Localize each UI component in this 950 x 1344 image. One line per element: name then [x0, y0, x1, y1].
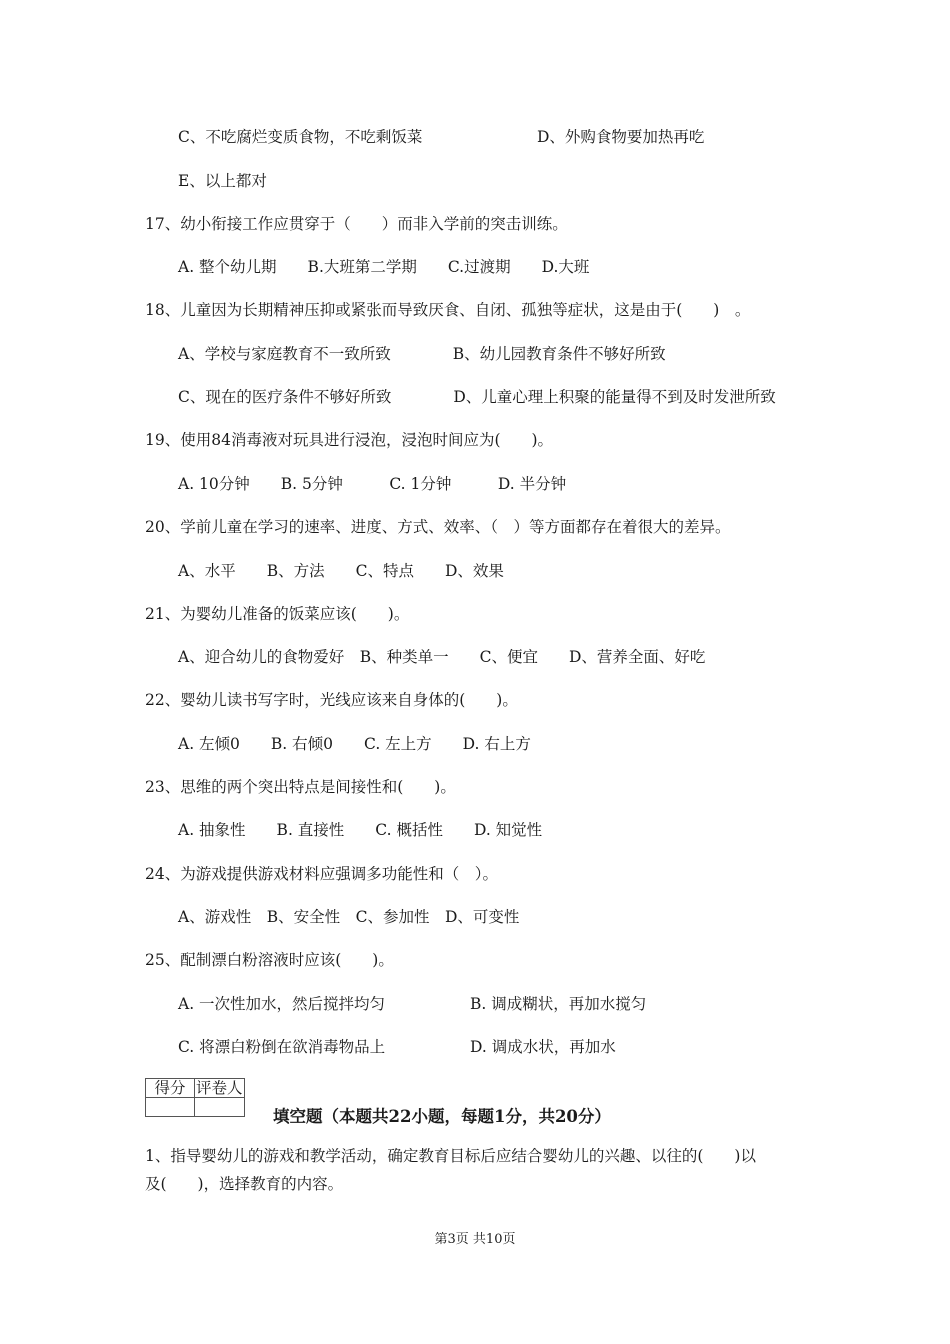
question-18-options-cd: C、现在的医疗条件不够好所致 D、儿童心理上积聚的能量得不到及时发泄所致 [178, 388, 776, 406]
question-18: 18、儿童因为长期精神压抑或紧张而导致厌食、自闭、孤独等症状，这是由于( ) 。 [145, 301, 751, 319]
question-17-options: A. 整个幼儿期 B.大班第二学期 C.过渡期 D.大班 [178, 258, 590, 276]
q16-option-e: E、以上都对 [178, 172, 267, 190]
page-footer: 第3页 共10页 [434, 1232, 516, 1247]
question-25-option-d: D. 调成水状，再加水 [470, 1038, 616, 1056]
grader-label: 评卷人 [196, 1079, 243, 1097]
question-22: 22、婴幼儿读书写字时，光线应该来自身体的( )。 [145, 691, 518, 709]
question-25-option-a: A. 一次性加水，然后搅拌均匀 [178, 995, 386, 1013]
question-25-option-b: B. 调成糊状，再加水搅匀 [470, 995, 647, 1013]
question-24: 24、为游戏提供游戏材料应强调多功能性和（ ）。 [145, 865, 498, 883]
question-21-options: A、迎合幼儿的食物爱好 B、种类单一 C、便宜 D、营养全面、好吃 [178, 648, 706, 666]
question-25: 25、配制漂白粉溶液时应该( )。 [145, 951, 394, 969]
question-19-options: A. 10分钟 B. 5分钟 C. 1分钟 D. 半分钟 [178, 475, 567, 493]
question-24-options: A、游戏性 B、安全性 C、参加性 D、可变性 [178, 908, 520, 926]
question-22-options: A. 左倾0 B. 右倾0 C. 左上方 D. 右上方 [178, 735, 531, 753]
question-17: 17、幼小衔接工作应贯穿于（ ）而非入学前的突击训练。 [145, 215, 568, 233]
q16-option-c: C、不吃腐烂变质食物，不吃剩饭菜 [178, 128, 423, 146]
question-23-options: A. 抽象性 B. 直接性 C. 概括性 D. 知觉性 [178, 821, 543, 839]
score-label: 得分 [146, 1079, 195, 1098]
question-20: 20、学前儿童在学习的速率、进度、方式、效率、（ ）等方面都存在着很大的差异。 [145, 518, 731, 536]
fill-question-1-line-1: 1、指导婴幼儿的游戏和教学活动，确定教育目标后应结合婴幼儿的兴趣、以往的( )以 [145, 1147, 756, 1165]
question-21: 21、为婴幼儿准备的饭菜应该( )。 [145, 605, 410, 623]
question-18-options-ab: A、学校与家庭教育不一致所致 B、幼儿园教育条件不够好所致 [178, 345, 666, 363]
section-title: 填空题（本题共22小题，每题1分，共20分） [273, 1107, 611, 1126]
question-25-option-c: C. 将漂白粉倒在欲消毒物品上 [178, 1038, 386, 1056]
q16-option-d: D、外购食物要加热再吃 [537, 128, 705, 146]
question-19: 19、使用84消毒液对玩具进行浸泡，浸泡时间应为( )。 [145, 431, 554, 449]
fill-question-1-line-2: 及( )，选择教育的内容。 [145, 1175, 344, 1193]
grader-cell [195, 1098, 245, 1117]
score-cell [146, 1098, 195, 1117]
question-23: 23、思维的两个突出特点是间接性和( )。 [145, 778, 456, 796]
score-table [145, 1078, 245, 1117]
question-20-options: A、水平 B、方法 C、特点 D、效果 [178, 562, 504, 580]
